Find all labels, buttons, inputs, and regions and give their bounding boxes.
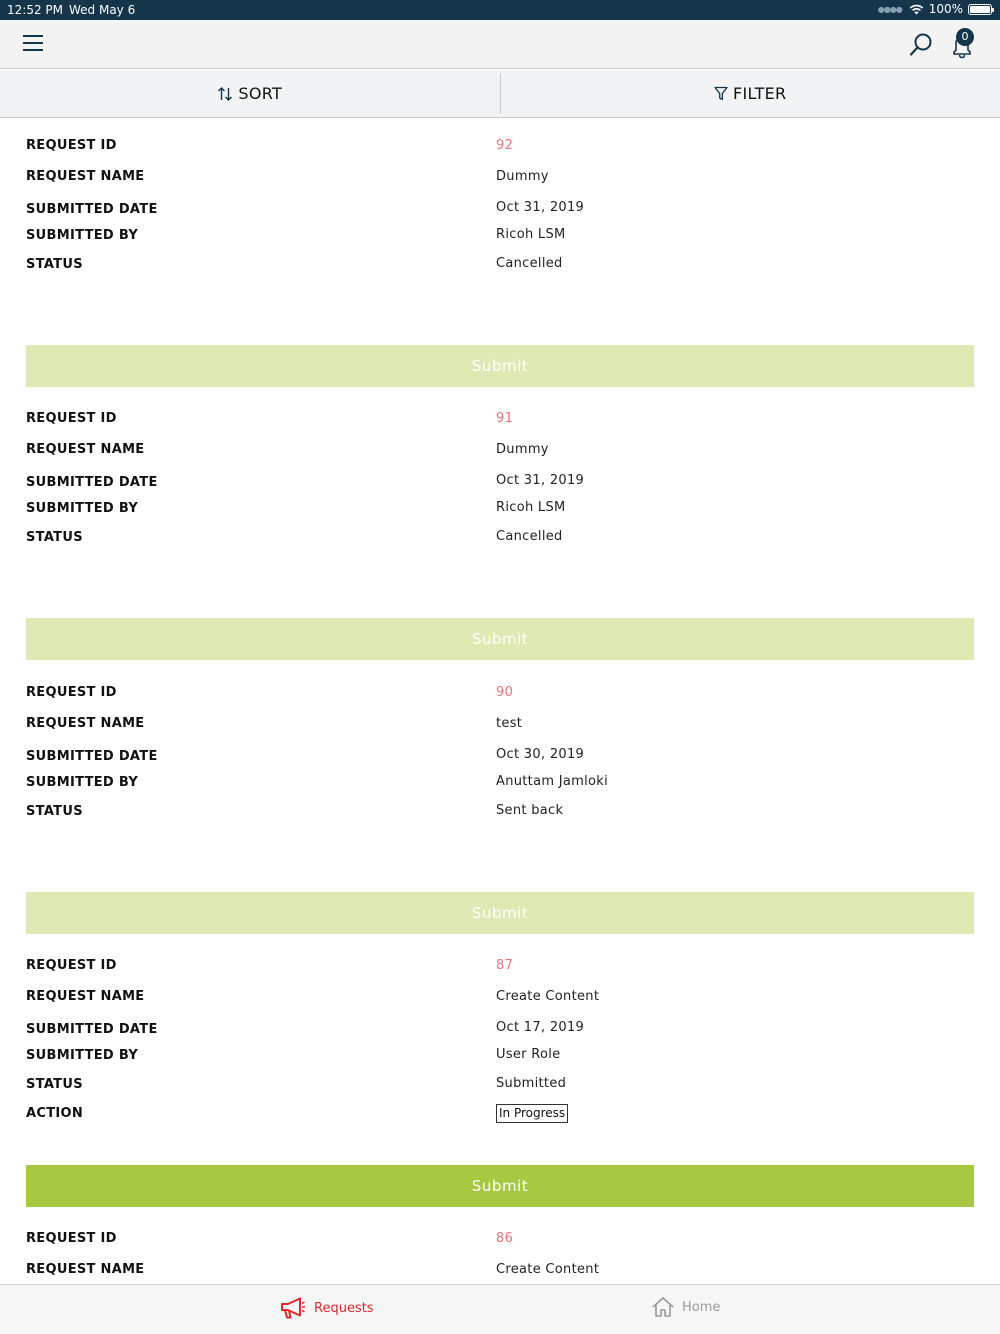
notification-badge: 0 (956, 28, 974, 46)
battery-percent: 100% (928, 2, 963, 16)
action-label: ACTION (26, 1106, 84, 1121)
request-name-label: REQUEST NAME (26, 169, 145, 184)
bottom-tab-bar (0, 1284, 1000, 1334)
signal-icon: ●●●● (877, 4, 902, 14)
sort-icon (217, 86, 233, 102)
submitted-date-label: SUBMITTED DATE (26, 202, 158, 217)
home-icon (652, 1297, 674, 1317)
request-name-label: REQUEST NAME (26, 1262, 145, 1277)
submitted-date-label: SUBMITTED DATE (26, 749, 158, 764)
submitted-by-value: User Role (496, 1047, 561, 1062)
request-id-value: 87 (496, 958, 514, 973)
submitted-by-value: Ricoh LSM (496, 500, 566, 515)
megaphone-icon (280, 1297, 306, 1319)
sort-filter-toolbar (0, 70, 1000, 118)
request-name-label: REQUEST NAME (26, 442, 145, 457)
submitted-date-value: Oct 17, 2019 (496, 1020, 585, 1035)
tab-requests[interactable] (280, 1297, 374, 1319)
filter-button[interactable] (501, 70, 1000, 117)
request-id-label: REQUEST ID (26, 1231, 117, 1246)
request-name-value: Create Content (496, 989, 600, 1004)
tab-home-label: Home (682, 1299, 721, 1315)
request-id-label: REQUEST ID (26, 138, 117, 153)
app-header (0, 20, 1000, 69)
submitted-by-value: Ricoh LSM (496, 227, 566, 242)
submitted-date-value: Oct 31, 2019 (496, 200, 585, 215)
request-id-value: 92 (496, 138, 514, 153)
submit-button[interactable]: Submit (26, 345, 974, 387)
status-bar (0, 0, 1000, 20)
tab-home[interactable] (652, 1297, 720, 1317)
filter-icon (714, 86, 728, 101)
submitted-by-label: SUBMITTED BY (26, 1048, 139, 1063)
request-name-value: test (496, 716, 523, 731)
submit-button[interactable]: Submit (26, 892, 974, 934)
filter-label: FILTER (733, 84, 787, 103)
request-id-label: REQUEST ID (26, 411, 117, 426)
status-value: Submitted (496, 1076, 567, 1091)
notifications-button[interactable] (948, 29, 978, 59)
submit-button[interactable]: Submit (26, 1165, 974, 1207)
status-label: STATUS (26, 1077, 83, 1092)
battery-icon (968, 4, 992, 15)
submit-button[interactable]: Submit (26, 618, 974, 660)
submitted-date-value: Oct 31, 2019 (496, 473, 585, 488)
status-label: STATUS (26, 257, 83, 272)
request-list[interactable] (0, 119, 1000, 1284)
request-name-value: Dummy (496, 169, 549, 184)
submitted-date-label: SUBMITTED DATE (26, 1022, 158, 1037)
search-icon[interactable] (908, 32, 934, 58)
hamburger-menu-icon[interactable] (23, 35, 43, 53)
request-id-value: 86 (496, 1231, 514, 1246)
status-value: Cancelled (496, 529, 563, 544)
request-id-value: 91 (496, 411, 514, 426)
request-name-value: Dummy (496, 442, 549, 457)
status-value: Cancelled (496, 256, 563, 271)
tab-requests-label: Requests (314, 1300, 374, 1316)
status-label: STATUS (26, 804, 83, 819)
wifi-icon (909, 4, 924, 15)
request-name-value: Create Content (496, 1262, 600, 1277)
submitted-date-label: SUBMITTED DATE (26, 475, 158, 490)
submitted-by-value: Anuttam Jamloki (496, 774, 608, 789)
sort-label: SORT (238, 84, 283, 103)
action-select[interactable]: In Progress (496, 1104, 568, 1123)
request-name-label: REQUEST NAME (26, 716, 145, 731)
submitted-by-label: SUBMITTED BY (26, 775, 139, 790)
request-id-label: REQUEST ID (26, 685, 117, 700)
request-id-value: 90 (496, 685, 514, 700)
submitted-by-label: SUBMITTED BY (26, 501, 139, 516)
status-date: Wed May 6 (69, 3, 136, 17)
sort-button[interactable] (0, 70, 500, 117)
status-time: 12:52 PM (7, 3, 63, 17)
status-value: Sent back (496, 803, 564, 818)
submitted-by-label: SUBMITTED BY (26, 228, 139, 243)
status-label: STATUS (26, 530, 83, 545)
request-name-label: REQUEST NAME (26, 989, 145, 1004)
status-right (878, 2, 992, 16)
request-id-label: REQUEST ID (26, 958, 117, 973)
submitted-date-value: Oct 30, 2019 (496, 747, 585, 762)
